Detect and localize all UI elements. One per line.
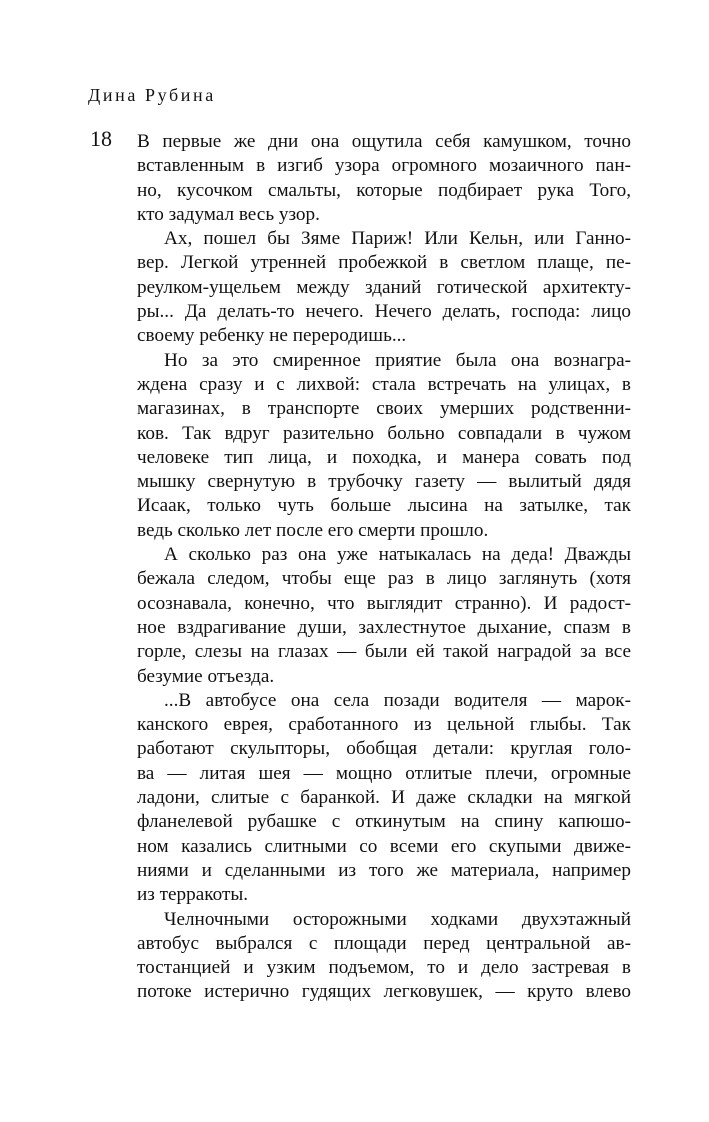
text-line: ры... Да делать-то нечего. Нечего делать, господа: лицо <box>137 301 631 323</box>
text-line: автобус выбрался с площади перед центральной ав- <box>137 932 631 954</box>
text-line: вер. Легкой утренней пробежкой в светлом плаще, пе- <box>137 252 631 274</box>
text-line: А сколько раз она уже натыкалась на деда! Дважды <box>164 544 631 566</box>
text-line: горле, слезы на глазах — были ей такой наградой за все <box>137 641 631 663</box>
text-line: своему ребенку не переродишь... <box>137 325 407 347</box>
text-line: ном казались слитными со всеми его скупыми движе- <box>137 835 631 857</box>
text-line: ждена сразу и с лихвой: стала встречать на улицах, в <box>137 373 631 395</box>
text-line: безумие отъезда. <box>137 665 275 687</box>
text-line: реулком-ущельем между зданий готической архитекту- <box>137 276 631 298</box>
body-text <box>137 130 631 1005</box>
text-line: В первые же дни она ощутила себя камушком, точно <box>137 131 631 152</box>
text-line: потоке истерично гудящих легковушек, — круто влево <box>137 981 631 1003</box>
text-line: канского еврея, сработанного из цельной глыбы. Так <box>137 714 631 736</box>
text-line: Но за это смиренное приятие была она вознагра- <box>164 349 631 371</box>
text-line: ниями и сделанными из того же материала, например <box>137 859 631 881</box>
text-line: кто задумал весь узор. <box>137 203 320 225</box>
running-head: Дина Рубина <box>88 85 216 105</box>
text-line: ...В автобусе она села позади водителя — марок- <box>164 689 631 711</box>
text-line: Ах, пошел бы Зяме Париж! Или Кельн, или Ганно- <box>164 228 631 250</box>
text-line: ков. Так вдруг разительно больно совпадали в чужом <box>137 422 631 444</box>
text-line: ное вздрагивание души, захлестнутое дыхание, спазм в <box>137 616 631 638</box>
text-line: вставленным в изгиб узора огромного мозаичного пан- <box>137 155 631 177</box>
text-line: человеке тип лица, и походка, и манера совать под <box>137 446 631 468</box>
text-line: но, кусочком смальты, которые подбирает рука Того, <box>137 179 631 201</box>
text-line: из терракоты. <box>137 884 249 906</box>
text-line: фланелевой рубашке с откинутым на спину капюшо- <box>137 811 631 833</box>
text-line: ладони, слитые с баранкой. И даже складки на мягкой <box>137 787 631 809</box>
text-line: мышку свернутую в трубочку газету — вылитый дядя <box>137 471 631 493</box>
text-line: магазинах, в транспорте своих умерших родственни- <box>137 398 631 420</box>
page-number: 18 <box>90 126 112 151</box>
text-line: Челночными осторожными ходками двухэтажный <box>164 908 631 930</box>
text-line: Исаак, только чуть больше лысина на затылке, так <box>137 495 631 517</box>
text-line: ведь сколько лет после его смерти прошло. <box>137 519 489 541</box>
text-line: работают скульпторы, обобщая детали: круглая голо- <box>137 738 631 760</box>
text-line: тостанцией и узким подъемом, то и дело застревая в <box>137 957 631 979</box>
text-line: ва — литая шея — мощно отлитые плечи, огромные <box>137 762 631 784</box>
text-line: бежала следом, чтобы еще раз в лицо заглянуть (хотя <box>137 568 631 590</box>
text-line: осознавала, конечно, что выглядит странно). И радост- <box>137 592 631 614</box>
